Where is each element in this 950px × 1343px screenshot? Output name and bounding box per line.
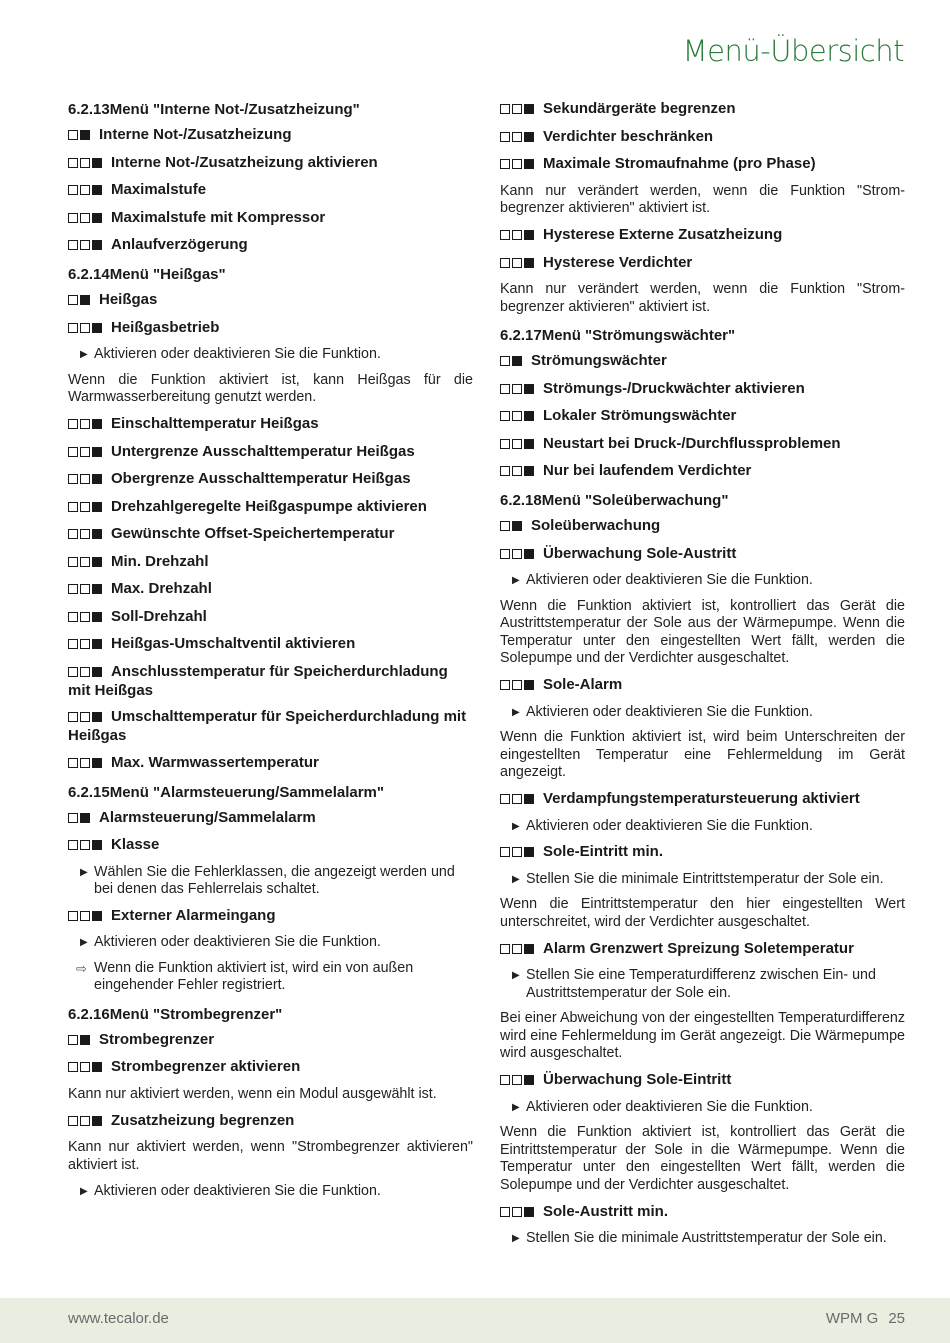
menu-level-icon (68, 709, 102, 727)
menu-item (500, 100, 905, 119)
menu-level-icon (500, 227, 534, 245)
menu-item (500, 676, 905, 695)
step-text: Aktivieren oder deaktivieren Sie die Funktion. (526, 1098, 813, 1115)
paragraph: Wenn die Eintrittstemperatur den hier eingestellten Wert unterschreitet, wird der Verdichter ausgeschaltet. (500, 896, 905, 930)
section-heading: 6.2.18Menü "Soleüberwachung" (500, 492, 729, 509)
menu-item-label: Gewünschte Offset-Speichertemperatur (111, 525, 395, 542)
menu-item (68, 1058, 473, 1077)
menu-item (68, 498, 473, 517)
paragraph: Wenn die Funktion aktiviert ist, kontrolliert das Gerät die Austrittstemperatur der Sole aus der Wärmepumpe. Wenn die Temperatur unter den eingestellten Wert fällt, werden die Solepumpe und der Verdichter ausgeschaltet. (500, 597, 905, 666)
menu-item (500, 940, 905, 959)
menu-level-icon (68, 444, 102, 462)
menu-item-label: Neustart bei Druck-/Durchflussproblemen (543, 434, 841, 452)
menu-level-icon (500, 101, 534, 119)
menu-item-label: Heißgas (99, 291, 158, 308)
menu-item-label: Maximale Stromaufnahme (pro Phase) (543, 155, 816, 172)
menu-item (500, 380, 905, 399)
instruction-step (500, 572, 905, 590)
paragraph: Kann nur verändert werden, wenn die Funktion "Strombegrenzer aktivieren" aktiviert ist. (500, 281, 905, 315)
menu-item (500, 790, 905, 809)
instruction-step (500, 967, 905, 1002)
menu-level-icon (500, 518, 522, 536)
menu-item-label: Sole-Alarm (543, 676, 623, 693)
menu-item-label: Drehzahlgeregelte Heißgaspumpe aktivieren (111, 497, 427, 515)
menu-level-icon (500, 1072, 534, 1090)
page-header (683, 34, 904, 68)
menu-item (68, 443, 473, 462)
menu-item-label: Sole-Eintritt min. (543, 843, 663, 860)
arrow-right-icon: ▶ (512, 873, 520, 885)
menu-item (68, 154, 473, 173)
step-text: Stellen Sie die minimale Eintrittstemperatur der Sole ein. (526, 870, 884, 887)
result-note (68, 960, 473, 995)
menu-level-icon (500, 791, 534, 809)
step-text: Wählen Sie die Fehlerklassen, die angezeigt werden und bei denen das Fehlerrelais schaltet. (94, 863, 455, 897)
menu-level-icon (68, 499, 102, 517)
section-heading: 6.2.15Menü "Alarmsteuerung/Sammelalarm" (68, 783, 385, 801)
menu-level-icon (68, 810, 90, 828)
menu-item (68, 126, 473, 145)
menu-item-label: Hysterese Externe Zusatzheizung (543, 226, 783, 243)
menu-item-label: Min. Drehzahl (111, 552, 209, 570)
menu-item-label: Anschlusstemperatur für Speicherdurchladung mit Heißgas (68, 662, 448, 699)
step-text: Aktivieren oder deaktivieren Sie die Funktion. (526, 817, 813, 834)
step-text: Aktivieren oder deaktivieren Sie die Funktion. (526, 572, 813, 588)
result-arrow-icon: ⇨ (76, 960, 87, 976)
menu-item-label: Strömungs-/Druckwächter aktivieren (543, 379, 805, 397)
menu-item (68, 608, 473, 627)
menu-item (68, 663, 473, 700)
menu-level-icon (500, 844, 534, 862)
menu-item (500, 254, 905, 273)
step-text: Aktivieren oder deaktivieren Sie die Funktion. (94, 934, 381, 950)
menu-item-label: Strömungswächter (531, 352, 667, 369)
menu-level-icon (500, 156, 534, 174)
menu-level-icon (68, 210, 102, 228)
menu-level-icon (68, 1113, 102, 1131)
menu-item-label: Heißgas-Umschaltventil aktivieren (111, 635, 356, 652)
menu-item (68, 553, 473, 572)
menu-item (68, 525, 473, 544)
menu-item-label: Maximalstufe mit Kompressor (111, 208, 326, 226)
menu-level-icon (68, 1032, 90, 1050)
page-number: 25 (888, 1310, 905, 1327)
menu-item (68, 907, 473, 926)
arrow-right-icon: ▶ (512, 820, 520, 832)
section-heading: 6.2.17Menü "Strömungswächter" (500, 327, 736, 344)
paragraph: Wenn die Funktion aktiviert ist, kontrolliert das Gerät die Eintrittstemperatur der Sole in die Wärmepumpe. Wenn die Temperatur unter den eingestellten Wert fällt, werden die Solepumpe und der Verdichter ausgeschaltet. (500, 1124, 905, 1193)
menu-item-label: Strombegrenzer (99, 1030, 215, 1048)
menu-item (500, 545, 905, 564)
menu-level-icon (500, 941, 534, 959)
menu-level-icon (68, 554, 102, 572)
menu-level-icon (68, 837, 102, 855)
menu-level-icon (68, 664, 102, 682)
menu-level-icon (68, 526, 102, 544)
menu-item (500, 1071, 905, 1090)
section-heading: 6.2.14Menü "Heißgas" (68, 266, 226, 283)
menu-level-icon (500, 381, 534, 399)
menu-level-icon (68, 755, 102, 773)
paragraph: Kann nur aktiviert werden, wenn ein Modul ausgewählt ist. (68, 1085, 437, 1102)
menu-item-label: Zusatzheizung begrenzen (111, 1111, 295, 1129)
menu-item (68, 236, 473, 255)
menu-level-icon (500, 436, 534, 454)
page-title: Menü-Übersicht (682, 34, 904, 68)
menu-item-label: Obergrenze Ausschalttemperatur Heißgas (111, 470, 411, 487)
menu-item-label: Überwachung Sole-Eintritt (543, 1071, 732, 1088)
paragraph: Kann nur aktiviert werden, wenn "Strombegrenzer aktivieren" aktiviert ist. (68, 1139, 473, 1173)
menu-item (68, 635, 473, 654)
menu-level-icon (68, 581, 102, 599)
menu-level-icon (68, 471, 102, 489)
instruction-step (68, 1183, 473, 1201)
menu-level-icon (68, 127, 90, 145)
menu-item (500, 226, 905, 245)
menu-item (500, 1203, 905, 1222)
menu-item (500, 352, 905, 371)
arrow-right-icon: ▶ (80, 1185, 88, 1197)
menu-level-icon (500, 546, 534, 564)
step-text: Stellen Sie die minimale Austrittstemperatur der Sole ein. (526, 1230, 887, 1246)
arrow-right-icon: ▶ (80, 937, 88, 948)
menu-item-label: Max. Warmwassertemperatur (111, 753, 319, 771)
right-column (500, 100, 905, 1256)
menu-level-icon (68, 237, 102, 255)
menu-item (500, 407, 905, 426)
instruction-step (68, 346, 473, 364)
menu-level-icon (68, 609, 102, 627)
footer-doc-name: WPM G (825, 1310, 879, 1327)
section-heading: 6.2.16Menü "Strombegrenzer" (68, 1005, 283, 1023)
arrow-right-icon: ▶ (80, 866, 88, 878)
menu-item (68, 1031, 473, 1050)
menu-level-icon (68, 908, 102, 926)
menu-item (68, 1112, 473, 1131)
arrow-right-icon: ▶ (512, 970, 520, 981)
menu-item-label: Interne Not-/Zusatzheizung (99, 126, 292, 143)
arrow-right-icon: ▶ (80, 349, 88, 360)
menu-level-icon (500, 353, 522, 371)
menu-level-icon (500, 463, 534, 481)
menu-item (68, 809, 473, 828)
arrow-right-icon: ▶ (512, 1233, 520, 1244)
menu-item (68, 754, 473, 773)
step-text: Aktivieren oder deaktivieren Sie die Funktion. (94, 346, 381, 362)
menu-item (68, 470, 473, 489)
menu-item-label: Interne Not-/Zusatzheizung aktivieren (111, 153, 378, 171)
menu-level-icon (500, 255, 534, 273)
menu-item-label: Maximalstufe (111, 181, 207, 198)
menu-item-label: Hysterese Verdichter (543, 253, 693, 271)
menu-item-label: Klasse (111, 836, 160, 853)
menu-item-label: Alarm Grenzwert Spreizung Soletemperatur (543, 939, 854, 957)
menu-item (68, 291, 473, 310)
menu-item (68, 319, 473, 338)
instruction-step (500, 1230, 905, 1248)
instruction-step (68, 934, 473, 952)
arrow-right-icon: ▶ (512, 706, 520, 718)
menu-item (500, 462, 905, 481)
menu-level-icon (500, 1204, 534, 1222)
menu-item-label: Alarmsteuerung/Sammelalarm (99, 808, 316, 826)
menu-item-label: Umschalttemperatur für Speicherdurchladung mit Heißgas (68, 708, 467, 744)
menu-level-icon (68, 1059, 102, 1077)
arrow-right-icon: ▶ (512, 575, 520, 586)
paragraph: Kann nur verändert werden, wenn die Funktion "Strombegrenzer aktivieren" aktiviert ist. (500, 182, 905, 216)
menu-level-icon (68, 182, 102, 200)
menu-item-label: Untergrenze Ausschalttemperatur Heißgas (111, 442, 415, 460)
step-text: Stellen Sie eine Temperaturdifferenz zwischen Ein- und Austrittstemperatur der Sole ein. (526, 967, 876, 1001)
paragraph: Wenn die Funktion aktiviert ist, wird beim Unterschreiten der eingestellten Temperatur eine Fehlermeldung im Gerät angezeigt. (500, 729, 905, 780)
menu-level-icon (68, 636, 102, 654)
left-column (68, 100, 473, 1208)
menu-level-icon (68, 416, 102, 434)
menu-level-icon (500, 129, 534, 147)
page-footer (0, 1298, 950, 1343)
menu-item-label: Einschalttemperatur Heißgas (111, 415, 319, 432)
menu-level-icon (68, 292, 90, 310)
instruction-step (500, 704, 905, 722)
menu-item-label: Sole-Austritt min. (543, 1202, 669, 1220)
menu-item-label: Soleüberwachung (531, 517, 661, 534)
instruction-step (500, 1099, 905, 1117)
menu-item-label: Strombegrenzer aktivieren (111, 1058, 301, 1075)
menu-item (500, 843, 905, 862)
footer-page-info (826, 1310, 905, 1327)
menu-item-label: Verdampfungstemperatursteuerung aktiviert (543, 790, 860, 807)
step-text: Wenn die Funktion aktiviert ist, wird ein von außen eingehender Fehler registriert. (94, 959, 414, 993)
step-text: Aktivieren oder deaktivieren Sie die Funktion. (94, 1182, 381, 1199)
menu-item-label: Max. Drehzahl (111, 580, 212, 597)
arrow-right-icon: ▶ (512, 1101, 520, 1113)
paragraph: Wenn die Funktion aktiviert ist, kann Heißgas für die Warmwasserbereitung genutzt werden. (68, 371, 473, 405)
menu-item (68, 836, 473, 855)
instruction-step (68, 864, 473, 899)
menu-level-icon (500, 677, 534, 695)
menu-item (500, 155, 905, 174)
menu-level-icon (68, 320, 102, 338)
menu-item-label: Nur bei laufendem Verdichter (543, 462, 752, 479)
section-heading: 6.2.13Menü "Interne Not-/Zusatzheizung" (68, 101, 360, 118)
step-text: Aktivieren oder deaktivieren Sie die Funktion. (526, 703, 813, 720)
menu-item (68, 415, 473, 434)
menu-item (68, 209, 473, 228)
menu-item (68, 708, 473, 745)
menu-level-icon (68, 155, 102, 173)
paragraph: Bei einer Abweichung von der eingestellten Temperaturdifferenz wird eine Fehlermeldung im Gerät angezeigt. Die Wärmepumpe wird ausgeschaltet. (500, 1010, 905, 1061)
instruction-step (500, 871, 905, 889)
menu-item (68, 580, 473, 599)
menu-item-label: Lokaler Strömungswächter (543, 407, 737, 424)
menu-level-icon (500, 408, 534, 426)
footer-url[interactable]: www.tecalor.de (68, 1310, 169, 1327)
instruction-step (500, 818, 905, 836)
menu-item (68, 181, 473, 200)
menu-item (500, 435, 905, 454)
menu-item-label: Überwachung Sole-Austritt (543, 544, 737, 562)
menu-item-label: Heißgasbetrieb (111, 318, 220, 336)
menu-item-label: Externer Alarmeingang (111, 906, 276, 924)
menu-item (500, 128, 905, 147)
menu-item-label: Verdichter beschränken (543, 127, 714, 145)
menu-item-label: Soll-Drehzahl (111, 607, 207, 625)
menu-item-label: Sekundärgeräte begrenzen (543, 100, 736, 117)
menu-item (500, 517, 905, 536)
menu-item-label: Anlaufverzögerung (111, 236, 248, 253)
